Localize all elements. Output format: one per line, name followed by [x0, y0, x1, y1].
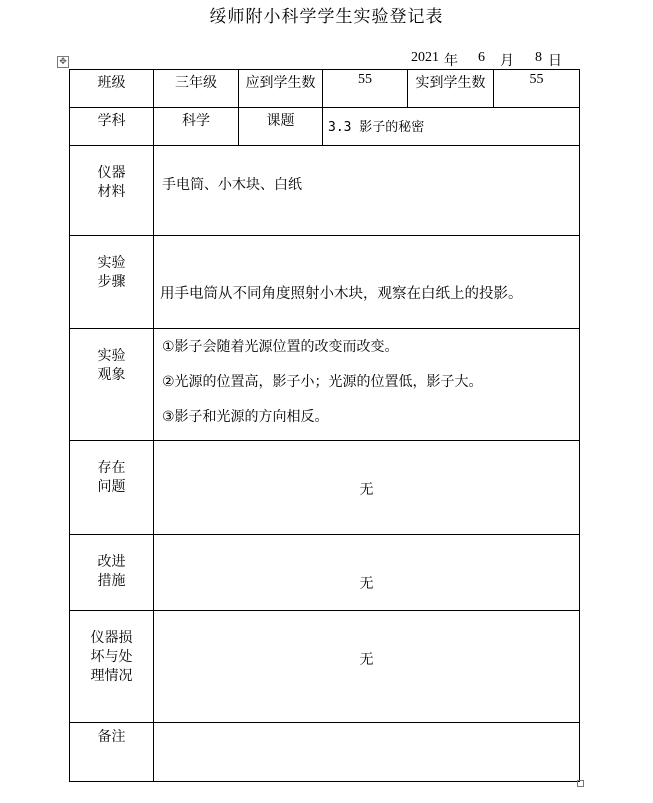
row-improvements — [70, 535, 580, 611]
topic-label: 课题 — [239, 108, 323, 146]
date-day-unit: 日 — [548, 54, 562, 69]
date-year-unit: 年 — [444, 54, 458, 69]
materials-label-line2: 材料 — [97, 184, 126, 200]
row-remarks — [70, 723, 580, 782]
date-year: 2021 — [411, 50, 439, 65]
observations-label-line1: 实验 — [97, 348, 126, 364]
observation-item-3: ③影子和光源的方向相反。 — [162, 409, 329, 425]
date-month-unit: 月 — [500, 54, 514, 69]
row-problems — [70, 441, 580, 535]
table-move-handle-icon[interactable]: ✥ — [57, 56, 69, 68]
row-observations — [70, 329, 580, 441]
row-subject-topic — [70, 108, 580, 146]
row-damage — [70, 611, 580, 723]
document-title: 绥师附小科学学生实验登记表 — [209, 7, 444, 27]
observations-label — [70, 329, 154, 441]
table-resize-handle-icon[interactable] — [577, 780, 584, 787]
row-steps — [70, 236, 580, 329]
damage-label — [70, 611, 154, 723]
improvements-label — [70, 535, 154, 611]
damage-label-line2: 坏与处 — [90, 649, 133, 665]
subject-value[interactable]: 科学 — [154, 108, 239, 146]
problems-value[interactable]: 无 — [154, 441, 580, 535]
materials-label — [70, 146, 154, 236]
remarks-label: 备注 — [70, 723, 154, 782]
actual-students-label: 实到学生数 — [408, 70, 494, 108]
problems-label-line2: 问题 — [97, 479, 126, 495]
experiment-register-table — [69, 69, 580, 782]
improvements-label-line2: 措施 — [97, 573, 126, 589]
steps-label-line1: 实验 — [97, 255, 126, 271]
date-month: 6 — [478, 50, 485, 65]
improvements-label-line1: 改进 — [97, 554, 126, 570]
problems-label-line1: 存在 — [97, 460, 126, 476]
problems-label — [70, 441, 154, 535]
observation-item-1: ①影子会随着光源位置的改变而改变。 — [162, 339, 399, 355]
row-class-info — [70, 70, 580, 108]
damage-label-line3: 理情况 — [90, 668, 133, 684]
expected-students-label: 应到学生数 — [239, 70, 323, 108]
materials-value[interactable]: 手电筒、小木块、白纸 — [154, 146, 580, 236]
class-label: 班级 — [70, 70, 154, 108]
damage-value[interactable]: 无 — [154, 611, 580, 723]
topic-value[interactable]: 3.3 影子的秘密 — [323, 108, 580, 146]
class-value[interactable]: 三年级 — [154, 70, 239, 108]
materials-label-line1: 仪器 — [97, 165, 126, 181]
expected-students-value[interactable]: 55 — [323, 70, 408, 108]
steps-label — [70, 236, 154, 329]
observations-label-line2: 观象 — [97, 367, 126, 383]
observation-item-2: ②光源的位置高，影子小；光源的位置低，影子大。 — [162, 374, 483, 390]
damage-label-line1: 仪器损 — [90, 630, 133, 646]
observations-value[interactable] — [154, 329, 580, 441]
steps-label-line2: 步骤 — [97, 274, 126, 290]
date-day: 8 — [535, 50, 542, 65]
remarks-value[interactable] — [154, 723, 580, 782]
improvements-value[interactable]: 无 — [154, 535, 580, 611]
actual-students-value[interactable]: 55 — [494, 70, 580, 108]
row-materials — [70, 146, 580, 236]
steps-value[interactable]: 用手电筒从不同角度照射小木块，观察在白纸上的投影。 — [154, 236, 580, 329]
subject-label: 学科 — [70, 108, 154, 146]
